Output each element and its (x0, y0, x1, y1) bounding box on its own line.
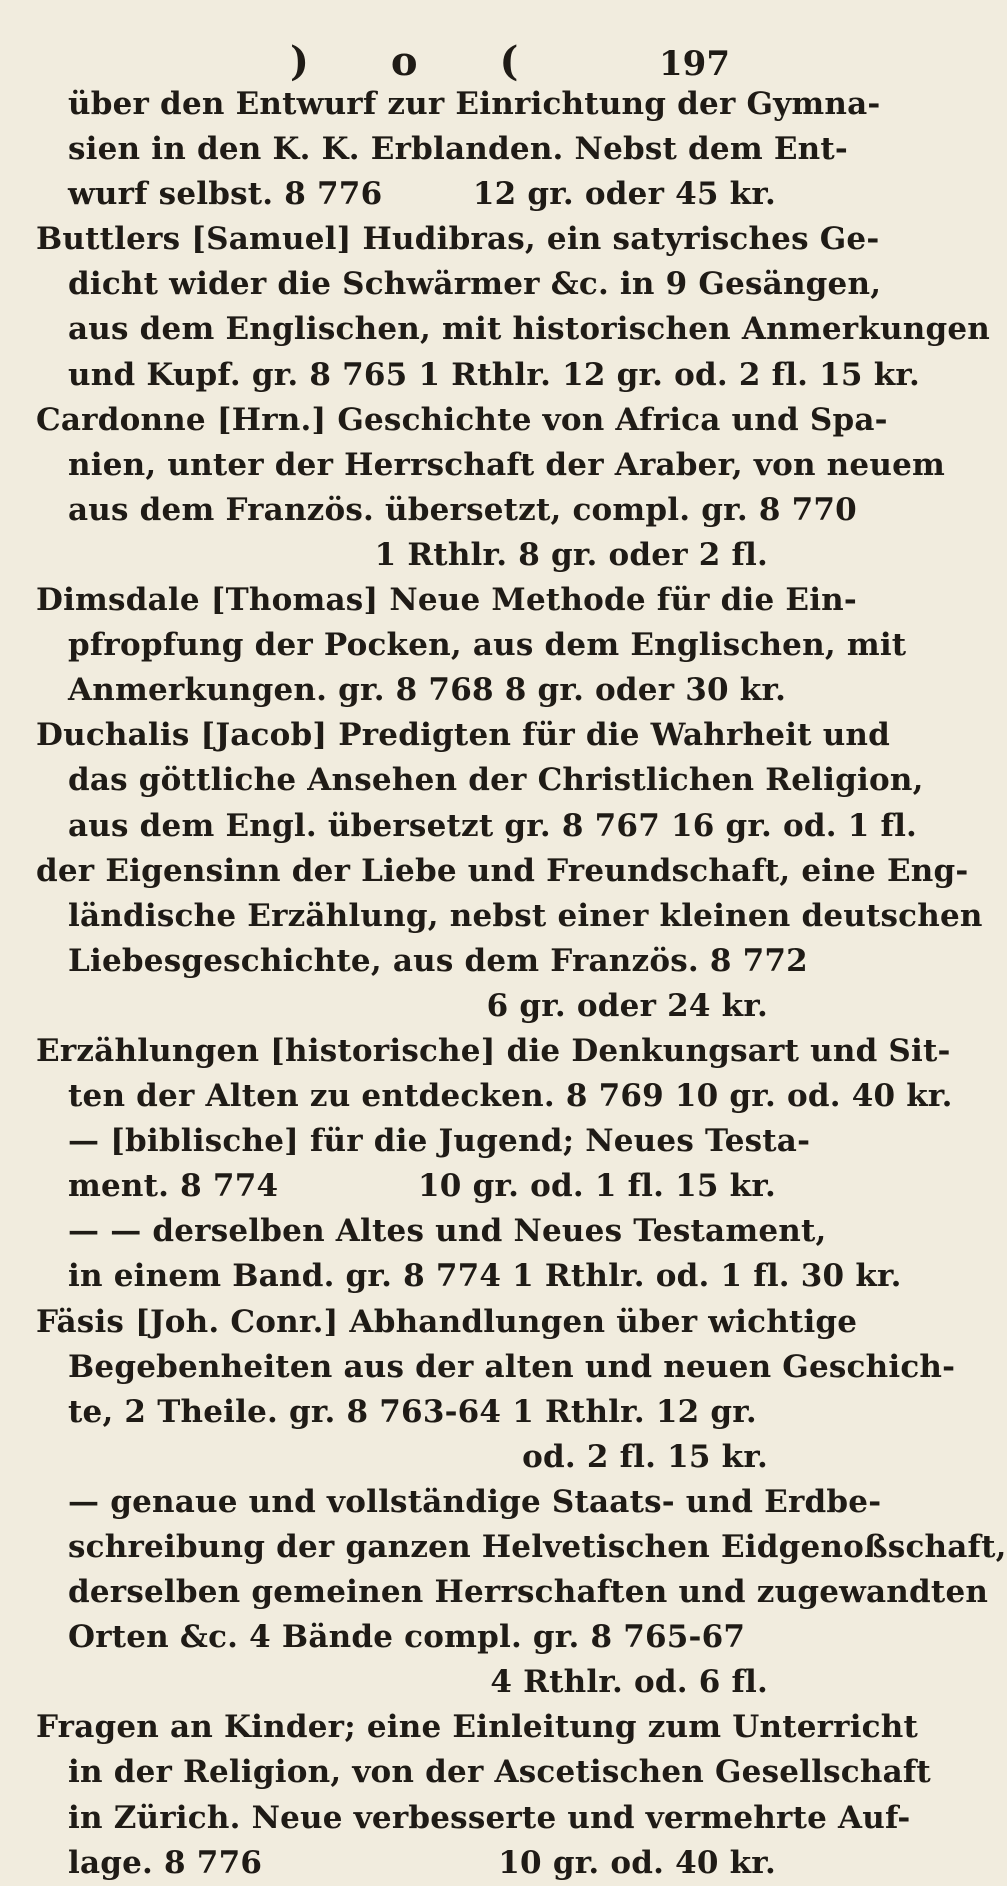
entry-price: 1 Rthlr. 8 gr. oder 2 fl. (374, 536, 768, 573)
entry-heading-line: Dimsdale [Thomas] Neue Methode für die Ein- (36, 582, 857, 619)
text-line: Begebenheiten aus der alten und neuen Geschich- (68, 1348, 956, 1385)
text-line: te, 2 Theile. gr. 8 763-64 1 Rthlr. 12 gr. (68, 1393, 757, 1430)
text-line: aus dem Englischen, mit historischen Anmerkungen (68, 311, 990, 348)
text-line (36, 172, 776, 217)
entry-heading-line: Fragen an Kinder; eine Einleitung zum Unterricht (36, 1709, 919, 1746)
text-line: pfropfung der Pocken, aus dem Englischen, mit (68, 627, 907, 664)
entry-imprint: lage. 8 776 (68, 1844, 263, 1881)
text-line: aus dem Engl. übersetzt gr. 8 767 16 gr. od. 1 fl. (68, 807, 918, 844)
text-line: sien in den K. K. Erblanden. Nebst dem Ent- (68, 131, 848, 168)
text-line: ländische Erzählung, nebst einer kleinen deutschen (68, 897, 983, 934)
text-line (36, 1841, 776, 1886)
text-line: — [biblische] für die Jugend; Neues Testa- (68, 1123, 811, 1160)
entry-price: od. 2 fl. 15 kr. (522, 1438, 768, 1475)
text-line: Anmerkungen. gr. 8 768 8 gr. oder 30 kr. (68, 672, 787, 709)
text-line: derselben gemeinen Herrschaften und zugewandten (68, 1574, 989, 1611)
text-line: und Kupf. gr. 8 765 1 Rthlr. 12 gr. od. 2 fl. 15 kr. (68, 356, 921, 393)
entry-imprint: wurf selbst. 8 776 (68, 176, 383, 213)
text-line: — genaue und vollständige Staats- und Erdbe- (68, 1483, 882, 1520)
entry-heading-line: der Eigensinn der Liebe und Freundschaft, eine Eng- (36, 852, 969, 889)
text-line: nien, unter der Herrschaft der Araber, von neuem (68, 446, 946, 483)
entry-price: 12 gr. oder 45 kr. (472, 176, 776, 213)
catalog-text (36, 82, 1007, 1886)
entry-heading-line: Cardonne [Hrn.] Geschichte von Africa und Spa- (36, 401, 888, 438)
text-line: dicht wider die Schwärmer &c. in 9 Gesängen, (68, 266, 882, 303)
text-line: in der Religion, von der Ascetischen Gesellschaft (68, 1754, 931, 1791)
entry-heading-line: Erzählungen [historische] die Denkungsart und Sit- (36, 1032, 951, 1069)
text-line: das göttliche Ansehen der Christlichen Religion, (68, 762, 924, 799)
entry-price: 4 Rthlr. od. 6 fl. (490, 1664, 768, 1701)
text-line: über den Entwurf zur Einrichtung der Gymna- (68, 86, 881, 122)
text-line: — — derselben Altes und Neues Testament, (68, 1213, 827, 1250)
entry-heading-line: Duchalis [Jacob] Predigten für die Wahrheit und (36, 717, 891, 754)
entry-imprint: ment. 8 774 (68, 1168, 279, 1205)
text-line: ten der Alten zu entdecken. 8 769 10 gr. od. 40 kr. (68, 1078, 953, 1115)
signature-mark: ) o ( (290, 38, 553, 85)
text-line: aus dem Französ. übersetzt, compl. gr. 8 770 (68, 491, 857, 528)
page-number: 197 (659, 44, 730, 84)
text-line: Orten &c. 4 Bände compl. gr. 8 765-67 (68, 1619, 746, 1656)
text-line: in einem Band. gr. 8 774 1 Rthlr. od. 1 fl. 30 kr. (68, 1258, 902, 1295)
entry-price: 10 gr. od. 40 kr. (498, 1844, 776, 1881)
entry-price: 10 gr. od. 1 fl. 15 kr. (418, 1168, 776, 1205)
entry-heading-line: Fäsis [Joh. Conr.] Abhandlungen über wichtige (36, 1303, 858, 1340)
page-header (0, 18, 800, 85)
text-line: in Zürich. Neue verbesserte und vermehrte Auf- (68, 1799, 911, 1836)
entry-heading-line: Buttlers [Samuel] Hudibras, ein satyrisches Ge- (36, 221, 880, 258)
text-line (36, 1164, 776, 1209)
entry-price: 6 gr. oder 24 kr. (486, 987, 768, 1024)
text-line: Liebesgeschichte, aus dem Französ. 8 772 (68, 942, 808, 979)
text-line: schreibung der ganzen Helvetischen Eidgenoßschaft, (68, 1529, 1007, 1565)
